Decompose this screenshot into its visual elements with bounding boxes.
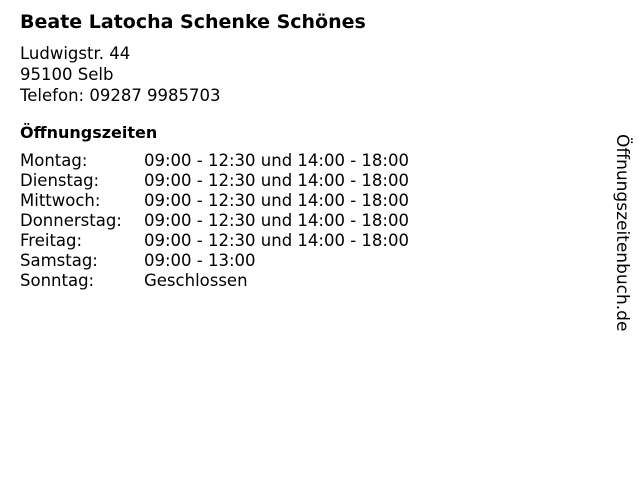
- hours-row-tuesday: [20, 171, 600, 191]
- day-hours: 09:00 - 13:00: [144, 251, 256, 270]
- opening-hours-heading: Öffnungszeiten: [20, 123, 158, 142]
- day-label: Mittwoch:: [20, 191, 101, 210]
- brand-watermark: Öffnungszeitenbuch.de: [612, 134, 632, 332]
- day-hours: 09:00 - 12:30 und 14:00 - 18:00: [144, 151, 409, 170]
- hours-row-thursday: [20, 211, 600, 231]
- day-hours: Geschlossen: [144, 271, 248, 290]
- hours-row-saturday: [20, 251, 600, 271]
- day-hours: 09:00 - 12:30 und 14:00 - 18:00: [144, 231, 409, 250]
- day-label: Sonntag:: [20, 271, 95, 290]
- contact-block: [20, 43, 600, 106]
- day-label: Montag:: [20, 151, 88, 170]
- day-label: Donnerstag:: [20, 211, 122, 230]
- day-label: Dienstag:: [20, 171, 100, 190]
- business-card: [20, 10, 600, 291]
- opening-hours-table: [20, 151, 600, 291]
- hours-row-sunday: [20, 271, 600, 291]
- business-name: Beate Latocha Schenke Schönes: [20, 11, 366, 33]
- day-hours: 09:00 - 12:30 und 14:00 - 18:00: [144, 211, 409, 230]
- hours-row-monday: [20, 151, 600, 171]
- day-hours: 09:00 - 12:30 und 14:00 - 18:00: [144, 191, 409, 210]
- city-postcode: 95100 Selb: [20, 65, 114, 84]
- street-address: Ludwigstr. 44: [20, 44, 131, 63]
- day-hours: 09:00 - 12:30 und 14:00 - 18:00: [144, 171, 409, 190]
- day-label: Samstag:: [20, 251, 98, 270]
- day-label: Freitag:: [20, 231, 83, 250]
- hours-row-friday: [20, 231, 600, 251]
- phone-number: Telefon: 09287 9985703: [20, 86, 221, 105]
- hours-row-wednesday: [20, 191, 600, 211]
